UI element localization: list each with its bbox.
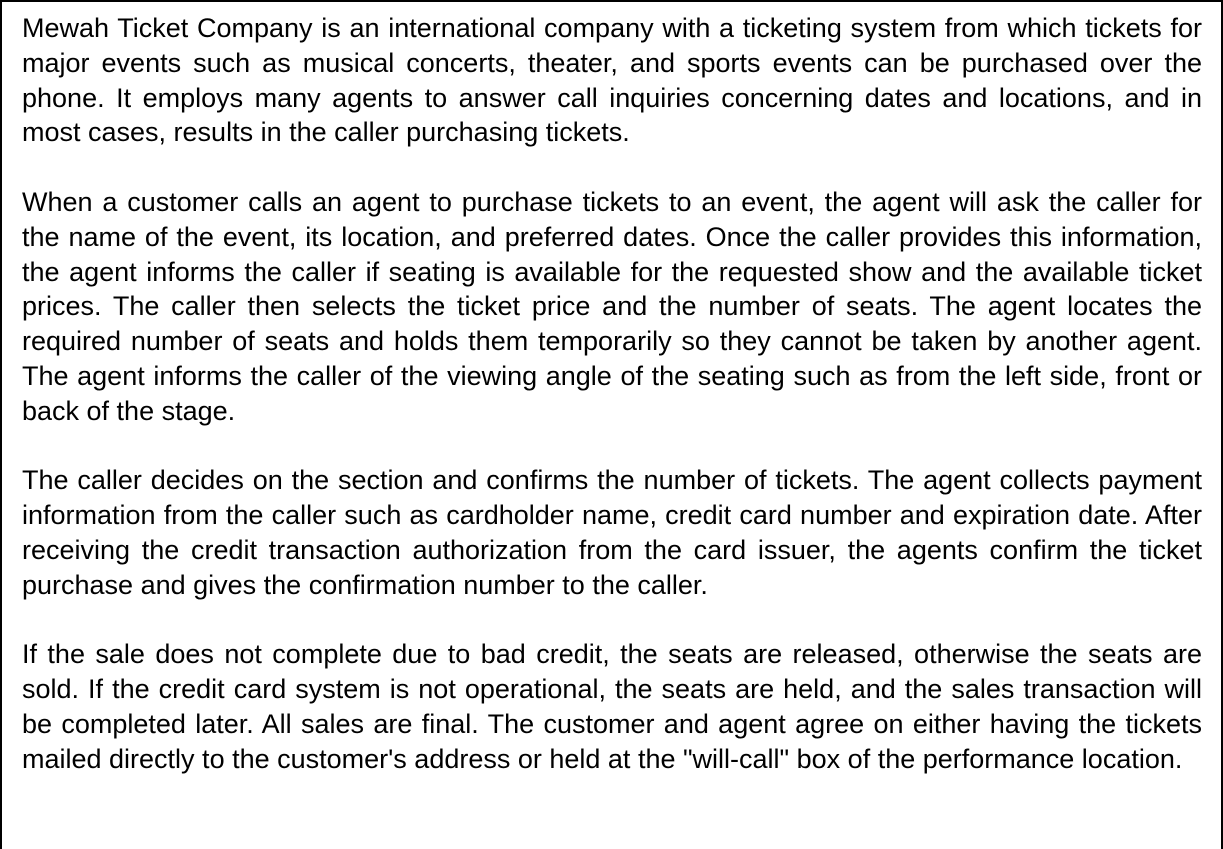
case-description bbox=[22, 11, 1202, 811]
paragraph-company-overview: Mewah Ticket Company is an international company with a ticketing system from which tickets for major events such as musical concerts, theater, and sports events can be purchased over the phone. It employs many agents to answer call inquiries concerning dates and locations, and in most cases, results in the caller purchasing tickets. bbox=[22, 13, 1202, 148]
paragraph-payment: The caller decides on the section and confirms the number of tickets. The agent collects payment information from the caller such as cardholder name, credit card number and expiration date. After receiving the credit transaction authorization from the card issuer, the agents confirm the ticket purchase and gives the confirmation number to the caller. bbox=[22, 465, 1202, 600]
paragraph-sale-completion: If the sale does not complete due to bad credit, the seats are released, otherwise the seats are sold. If the credit card system is not operational, the seats are held, and the sales transaction will be completed later. All sales are final. The customer and agent agree on either having the tickets mailed directly to the customer's address or held at the "will-call" box of the performance location. bbox=[22, 639, 1202, 774]
paragraph-call-process: When a customer calls an agent to purchase tickets to an event, the agent will ask the caller for the name of the event, its location, and preferred dates. Once the caller provides this information, the agent informs the caller if seating is available for the requested show and the available ticket prices. The caller then selects the ticket price and the number of seats. The agent locates the required number of seats and holds them temporarily so they cannot be taken by another agent. The agent informs the caller of the viewing angle of the seating such as from the left side, front or back of the stage. bbox=[22, 186, 1202, 426]
